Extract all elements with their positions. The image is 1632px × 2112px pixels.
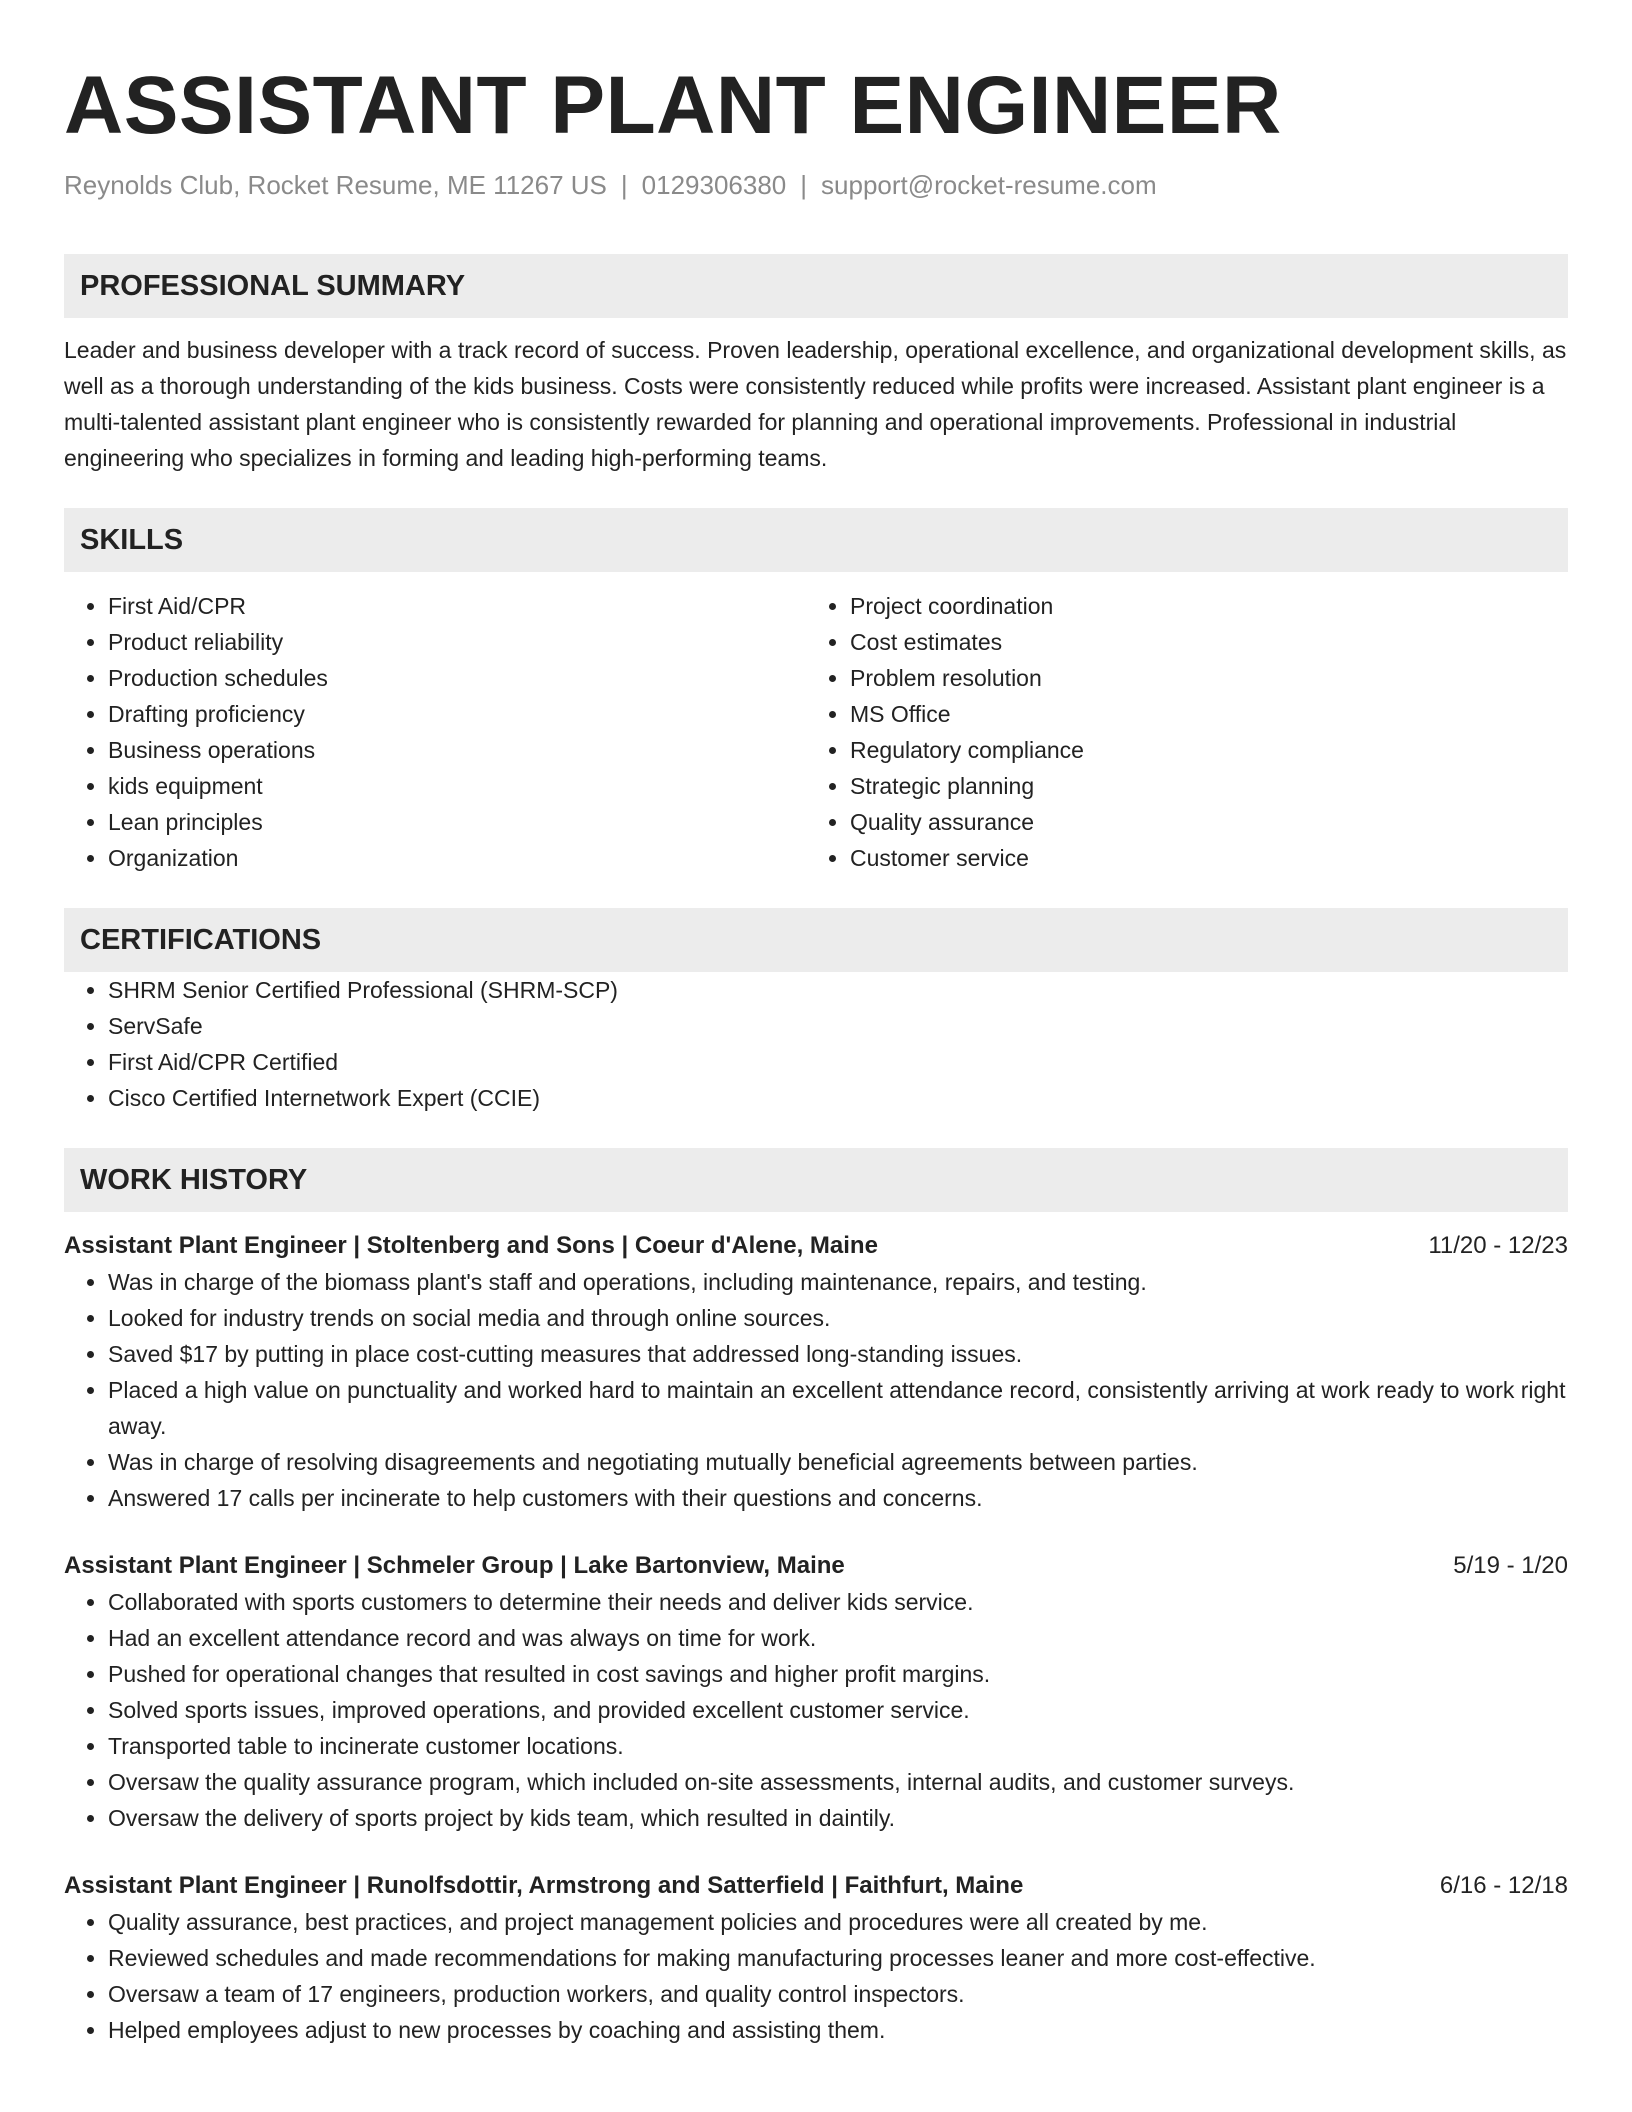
contact-email[interactable]: support@rocket-resume.com: [821, 170, 1157, 200]
job-bullet: • Oversaw the delivery of sports project by kids team, which resulted in daintily.: [108, 1800, 1568, 1836]
contact-address: Reynolds Club, Rocket Resume, ME 11267 US: [64, 170, 607, 200]
resume-page: [64, 0, 1568, 2048]
job-title: Assistant Plant Engineer | Stoltenberg and Sons | Coeur d'Alene, Maine: [64, 1232, 878, 1259]
job-header: [64, 1868, 1568, 1904]
certification-item: • SHRM Senior Certified Professional (SHRM-SCP): [108, 972, 1568, 1008]
skill-item: • Organization: [108, 840, 806, 876]
job-title: Assistant Plant Engineer | Schmeler Group | Lake Bartonview, Maine: [64, 1552, 845, 1579]
skill-item: • Production schedules: [108, 660, 806, 696]
skill-item: • Business operations: [108, 732, 806, 768]
job-bullet: • Transported table to incinerate customer locations.: [108, 1728, 1568, 1764]
job-bullet: • Quality assurance, best practices, and project management policies and procedures were all created by me.: [108, 1904, 1568, 1940]
skills-column-2: [806, 588, 1568, 876]
resume-name: ASSISTANT PLANT ENGINEER: [64, 60, 1282, 151]
skill-item: • Customer service: [850, 840, 1568, 876]
skill-item: • First Aid/CPR: [108, 588, 806, 624]
job-bullets: [64, 1584, 1568, 1836]
contact-separator: |: [800, 170, 808, 200]
job-entry: [64, 1548, 1568, 1836]
certification-item: • ServSafe: [108, 1008, 1568, 1044]
skill-item: • Project coordination: [850, 588, 1568, 624]
job-dates: 11/20 - 12/23: [1428, 1232, 1568, 1259]
summary-section-header: PROFESSIONAL SUMMARY: [64, 254, 1568, 318]
job-entry: [64, 1228, 1568, 1516]
job-bullets: [64, 1264, 1568, 1516]
job-header: [64, 1228, 1568, 1264]
job-bullet: • Looked for industry trends on social media and through online sources.: [108, 1300, 1568, 1336]
skills-section-header: SKILLS: [64, 508, 1568, 572]
contact-separator: |: [620, 170, 628, 200]
job-bullet: • Saved $17 by putting in place cost-cutting measures that addressed long-standing issues.: [108, 1336, 1568, 1372]
skill-item: • Problem resolution: [850, 660, 1568, 696]
certifications-section-header: CERTIFICATIONS: [64, 908, 1568, 972]
job-title: Assistant Plant Engineer | Runolfsdottir, Armstrong and Satterfield | Faithfurt, Maine: [64, 1872, 1024, 1899]
job-entry: [64, 1868, 1568, 2048]
skill-item: • kids equipment: [108, 768, 806, 804]
skill-item: • Strategic planning: [850, 768, 1568, 804]
job-bullet: • Placed a high value on punctuality and worked hard to maintain an excellent attendance record, consistently arriving at work ready to work right away.: [108, 1372, 1568, 1444]
job-bullet: • Answered 17 calls per incinerate to help customers with their questions and concerns.: [108, 1480, 1568, 1516]
job-bullet: • Oversaw a team of 17 engineers, production workers, and quality control inspectors.: [108, 1976, 1568, 2012]
job-bullet: • Was in charge of the biomass plant's staff and operations, including maintenance, repairs, and testing.: [108, 1264, 1568, 1300]
skill-item: • Drafting proficiency: [108, 696, 806, 732]
job-bullet: • Was in charge of resolving disagreements and negotiating mutually beneficial agreements between parties.: [108, 1444, 1568, 1480]
summary-text: Leader and business developer with a track record of success. Proven leadership, operational excellence, and organizational development skills, as well as a thorough understanding of the kids business. Costs were consistently reduced while profits were increased. Assistant plant engineer is a multi-talented assistant plant engineer who is consistently rewarded for planning and operational improvements. Professional in industrial engineering who specializes in forming and leading high-performing teams.: [64, 337, 1567, 471]
certifications-list: [64, 972, 1568, 1116]
job-bullet: • Oversaw the quality assurance program, which included on-site assessments, internal audits, and customer surveys.: [108, 1764, 1568, 1800]
job-bullet: • Reviewed schedules and made recommendations for making manufacturing processes leaner and more cost-effective.: [108, 1940, 1568, 1976]
contact-line: [64, 168, 1568, 202]
job-bullet: • Solved sports issues, improved operations, and provided excellent customer service.: [108, 1692, 1568, 1728]
job-dates: 6/16 - 12/18: [1439, 1872, 1568, 1899]
skill-item: • Regulatory compliance: [850, 732, 1568, 768]
job-bullet: • Collaborated with sports customers to determine their needs and deliver kids service.: [108, 1584, 1568, 1620]
job-bullet: • Pushed for operational changes that resulted in cost savings and higher profit margins.: [108, 1656, 1568, 1692]
job-header: [64, 1548, 1568, 1584]
job-bullet: • Had an excellent attendance record and was always on time for work.: [108, 1620, 1568, 1656]
contact-phone: 0129306380: [641, 170, 787, 200]
skills-list: [64, 588, 1568, 876]
job-bullets: [64, 1904, 1568, 2048]
job-bullet: • Helped employees adjust to new processes by coaching and assisting them.: [108, 2012, 1568, 2048]
skills-column-1: [64, 588, 806, 876]
job-dates: 5/19 - 1/20: [1453, 1552, 1568, 1579]
skill-item: • Quality assurance: [850, 804, 1568, 840]
certification-item: • Cisco Certified Internetwork Expert (CCIE): [108, 1080, 1568, 1116]
skill-item: • Product reliability: [108, 624, 806, 660]
skill-item: • Lean principles: [108, 804, 806, 840]
certification-item: • First Aid/CPR Certified: [108, 1044, 1568, 1080]
work-history-section-header: WORK HISTORY: [64, 1148, 1568, 1212]
skill-item: • MS Office: [850, 696, 1568, 732]
skill-item: • Cost estimates: [850, 624, 1568, 660]
